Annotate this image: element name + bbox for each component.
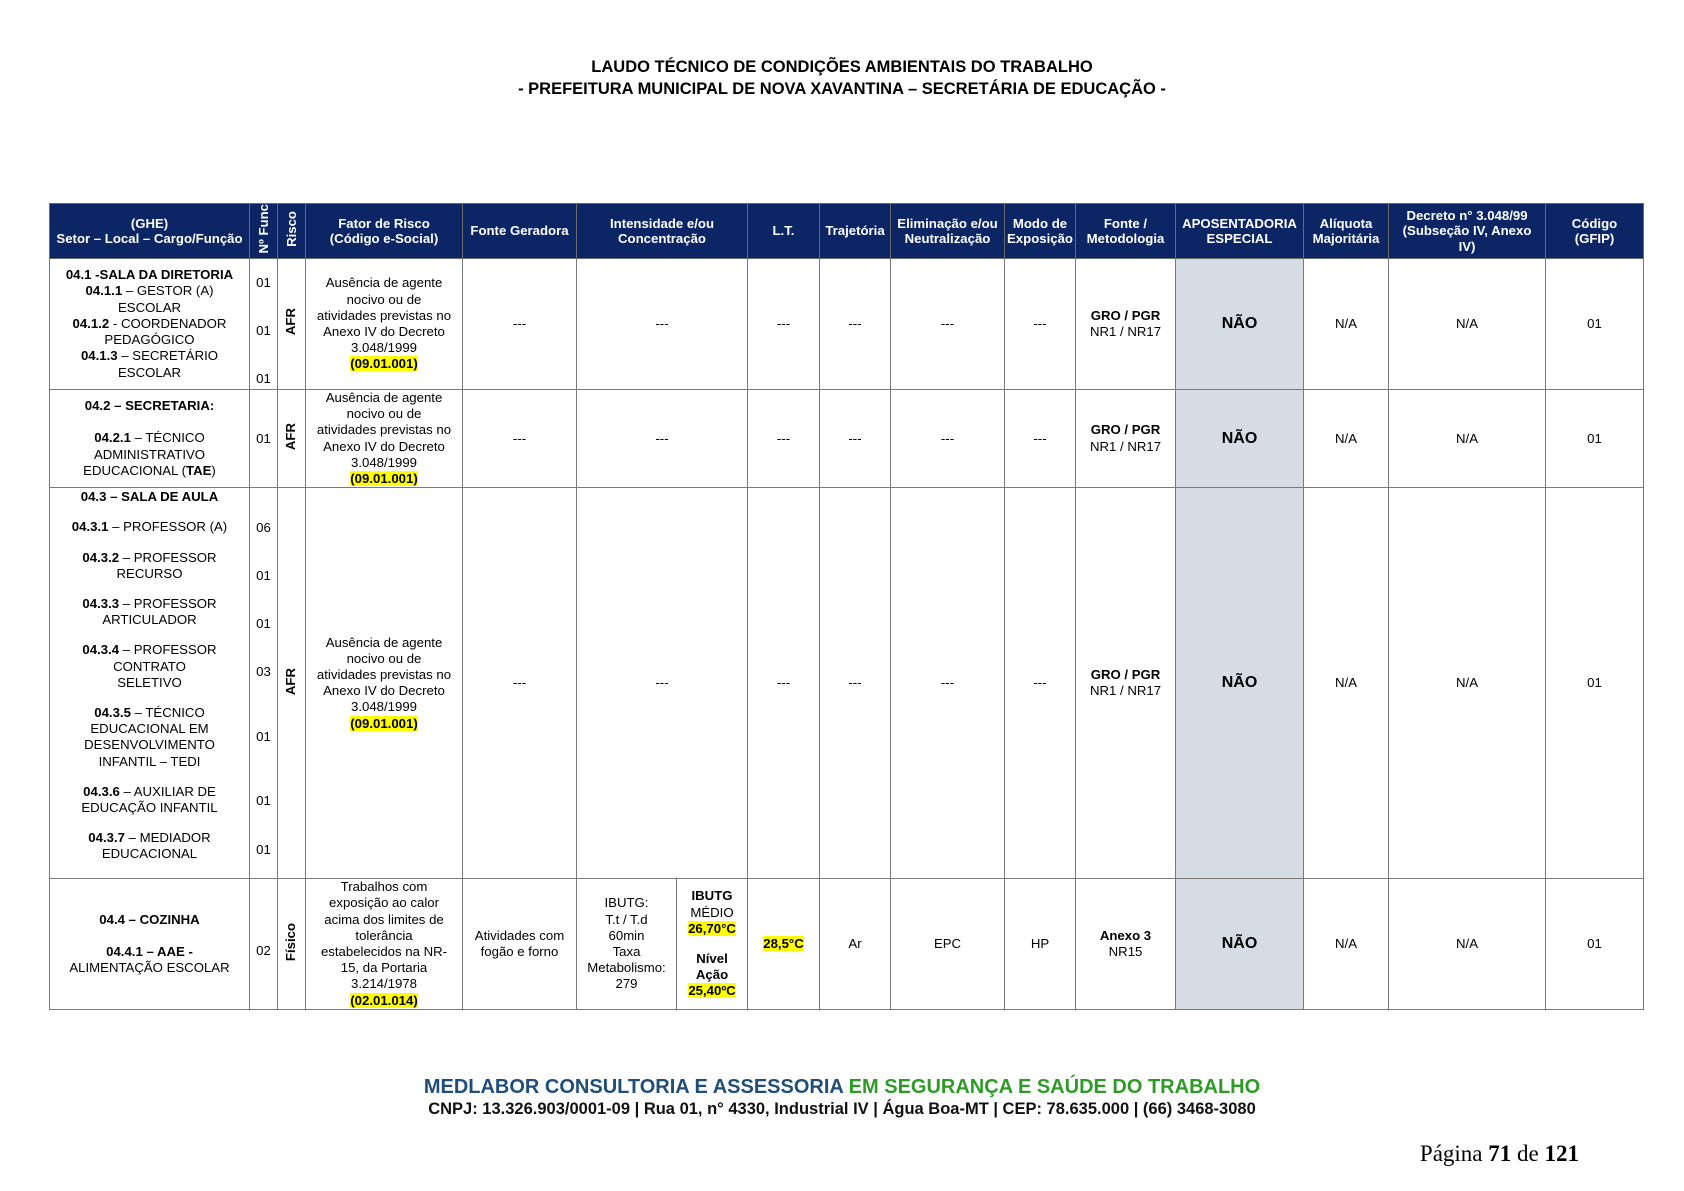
table-row xyxy=(50,879,1644,1010)
fator-cell: Ausência de agente nocivo ou de atividades previstas no Anexo IV do Decreto 3.048/1999 (09.01.001) xyxy=(306,488,463,879)
eliminacao-cell: --- xyxy=(891,390,1005,488)
intensidade-cell: --- xyxy=(577,488,748,879)
table-row xyxy=(50,488,1644,879)
lt-cell: --- xyxy=(748,259,820,390)
footer-company: MEDLABOR CONSULTORIA E ASSESSORIA EM SEGURANÇA E SAÚDE DO TRABALHO xyxy=(423,1076,1261,1098)
decreto-cell: N/A xyxy=(1389,390,1546,488)
lt-cell: 28,5°C xyxy=(748,879,820,1010)
risco-cell: Físico xyxy=(278,879,306,1010)
ghe-cell: 04.4 – COZINHA 04.4.1 – AAE - ALIMENTAÇÃO ESCOLAR xyxy=(50,879,250,1010)
trajetoria-cell: --- xyxy=(820,390,891,488)
aposentadoria-cell: NÃO xyxy=(1176,879,1304,1010)
modo-cell: --- xyxy=(1005,390,1076,488)
ibutg-medio-value: 26,70°C xyxy=(688,920,736,936)
esocial-code: (09.01.001) xyxy=(350,715,418,731)
col-codigo: Código (GFIP) xyxy=(1546,204,1644,259)
esocial-code: (02.01.014) xyxy=(350,992,418,1008)
document-header xyxy=(0,56,1684,100)
lt-cell: --- xyxy=(748,488,820,879)
col-trajetoria: Trajetória xyxy=(820,204,891,259)
metodologia-cell: GRO / PGR NR1 / NR17 xyxy=(1076,390,1176,488)
esocial-code: (09.01.001) xyxy=(350,356,418,372)
ghe-cell: 04.1 -SALA DA DIRETORIA 04.1.1 – GESTOR (A) ESCOLAR 04.1.2 - COORDENADOR PEDAGÓGICO 04.1.3 – SECRETÁRIO ESCOLAR xyxy=(50,259,250,390)
trajetoria-cell: --- xyxy=(820,259,891,390)
modo-cell: HP xyxy=(1005,879,1076,1010)
risco-cell: AFR xyxy=(278,390,306,488)
ibutg-cell: IBUTG MÉDIO 26,70°C Nível Ação 25,40ºC xyxy=(677,879,748,1010)
col-metodologia: Fonte / Metodologia xyxy=(1076,204,1176,259)
col-fonte: Fonte Geradora xyxy=(463,204,577,259)
fonte-cell: --- xyxy=(463,390,577,488)
fonte-cell: Atividades com fogão e forno xyxy=(463,879,577,1010)
decreto-cell: N/A xyxy=(1389,259,1546,390)
fator-cell: Trabalhos com exposição ao calor acima dos limites de tolerância estabelecidos na NR- 15, da Portaria 3.214/1978 (02.01.014) xyxy=(306,879,463,1010)
col-lt: L.T. xyxy=(748,204,820,259)
aposentadoria-cell: NÃO xyxy=(1176,390,1304,488)
table-row xyxy=(50,390,1644,488)
modo-cell: --- xyxy=(1005,259,1076,390)
col-decreto: Decreto n° 3.048/99 (Subseção IV, Anexo IV) xyxy=(1389,204,1546,259)
decreto-cell: N/A xyxy=(1389,488,1546,879)
nfunc-cell: 01 01 01 xyxy=(250,259,278,390)
trajetoria-cell: Ar xyxy=(820,879,891,1010)
eliminacao-cell: EPC xyxy=(891,879,1005,1010)
nivel-acao-value: 25,40ºC xyxy=(688,983,736,999)
risk-table xyxy=(49,203,1644,1010)
eliminacao-cell: --- xyxy=(891,488,1005,879)
col-aposentadoria: APOSENTADORIA ESPECIAL xyxy=(1176,204,1304,259)
eliminacao-cell: --- xyxy=(891,259,1005,390)
document-title: LAUDO TÉCNICO DE CONDIÇÕES AMBIENTAIS DO TRABALHO xyxy=(591,58,1093,76)
aposentadoria-cell: NÃO xyxy=(1176,259,1304,390)
col-aliquota: Alíquota Majoritária xyxy=(1304,204,1389,259)
fonte-cell: --- xyxy=(463,488,577,879)
fator-cell: Ausência de agente nocivo ou de atividades previstas no Anexo IV do Decreto 3.048/1999 (09.01.001) xyxy=(306,390,463,488)
nfunc-cell: 01 xyxy=(250,390,278,488)
risco-cell: AFR xyxy=(278,488,306,879)
codigo-cell: 01 xyxy=(1546,879,1644,1010)
lt-cell: --- xyxy=(748,390,820,488)
nfunc-cell: 02 xyxy=(250,879,278,1010)
col-risco: Risco xyxy=(278,204,306,259)
fonte-cell: --- xyxy=(463,259,577,390)
intensidade-cell: --- xyxy=(577,390,748,488)
ghe-cell: 04.3 – SALA DE AULA 04.3.1 – PROFESSOR (A) 04.3.2 – PROFESSOR RECURSO 04.3.3 – PROFESSOR ARTICULADOR 04.3.4 – PROFESSOR CONTRATO SELETIVO 04.3.5 – TÉCNICO EDUCACIONAL EM DESENVOLVIMENTO INFANTIL – TEDI 04.3.6 – AUXILIAR DE EDUCAÇÃO INFANTIL 04.3.7 – MEDIADOR EDUCACIONAL xyxy=(50,488,250,879)
table-row xyxy=(50,259,1644,390)
col-modo: Modo de Exposição xyxy=(1005,204,1076,259)
col-intensidade: Intensidade e/ou Concentração xyxy=(577,204,748,259)
aliquota-cell: N/A xyxy=(1304,879,1389,1010)
aliquota-cell: N/A xyxy=(1304,488,1389,879)
nfunc-cell: 06 01 01 03 01 01 01 xyxy=(250,488,278,879)
aposentadoria-cell: NÃO xyxy=(1176,488,1304,879)
intensidade-cell: --- xyxy=(577,259,748,390)
modo-cell: --- xyxy=(1005,488,1076,879)
trajetoria-cell: --- xyxy=(820,488,891,879)
metodologia-cell: Anexo 3 NR15 xyxy=(1076,879,1176,1010)
footer-address: CNPJ: 13.326.903/0001-09 | Rua 01, n° 4330, Industrial IV | Água Boa-MT | CEP: 78.635.000 | (66) 3468-3080 xyxy=(428,1100,1256,1118)
decreto-cell: N/A xyxy=(1389,879,1546,1010)
aliquota-cell: N/A xyxy=(1304,390,1389,488)
col-nfunc: Nº Func xyxy=(250,204,278,259)
esocial-code: (09.01.001) xyxy=(350,471,418,487)
aliquota-cell: N/A xyxy=(1304,259,1389,390)
col-eliminacao: Eliminação e/ou Neutralização xyxy=(891,204,1005,259)
intensidade-cell: IBUTG: T.t / T.d 60min Taxa Metabolismo: 279 xyxy=(577,879,677,1010)
page-number: Página 71 de 121 xyxy=(1419,1141,1579,1166)
metodologia-cell: GRO / PGR NR1 / NR17 xyxy=(1076,488,1176,879)
fator-cell: Ausência de agente nocivo ou de atividades previstas no Anexo IV do Decreto 3.048/1999 (09.01.001) xyxy=(306,259,463,390)
col-ghe: (GHE) Setor – Local – Cargo/Função xyxy=(50,204,250,259)
metodologia-cell: GRO / PGR NR1 / NR17 xyxy=(1076,259,1176,390)
codigo-cell: 01 xyxy=(1546,488,1644,879)
table-header-row xyxy=(50,204,1644,259)
document-subtitle: - PREFEITURA MUNICIPAL DE NOVA XAVANTINA – SECRETÁRIA DE EDUCAÇÃO - xyxy=(518,80,1166,98)
col-fator: Fator de Risco (Código e-Social) xyxy=(306,204,463,259)
codigo-cell: 01 xyxy=(1546,390,1644,488)
codigo-cell: 01 xyxy=(1546,259,1644,390)
risco-cell: AFR xyxy=(278,259,306,390)
ghe-cell: 04.2 – SECRETARIA: 04.2.1 – TÉCNICO ADMINISTRATIVO EDUCACIONAL (TAE) xyxy=(50,390,250,488)
